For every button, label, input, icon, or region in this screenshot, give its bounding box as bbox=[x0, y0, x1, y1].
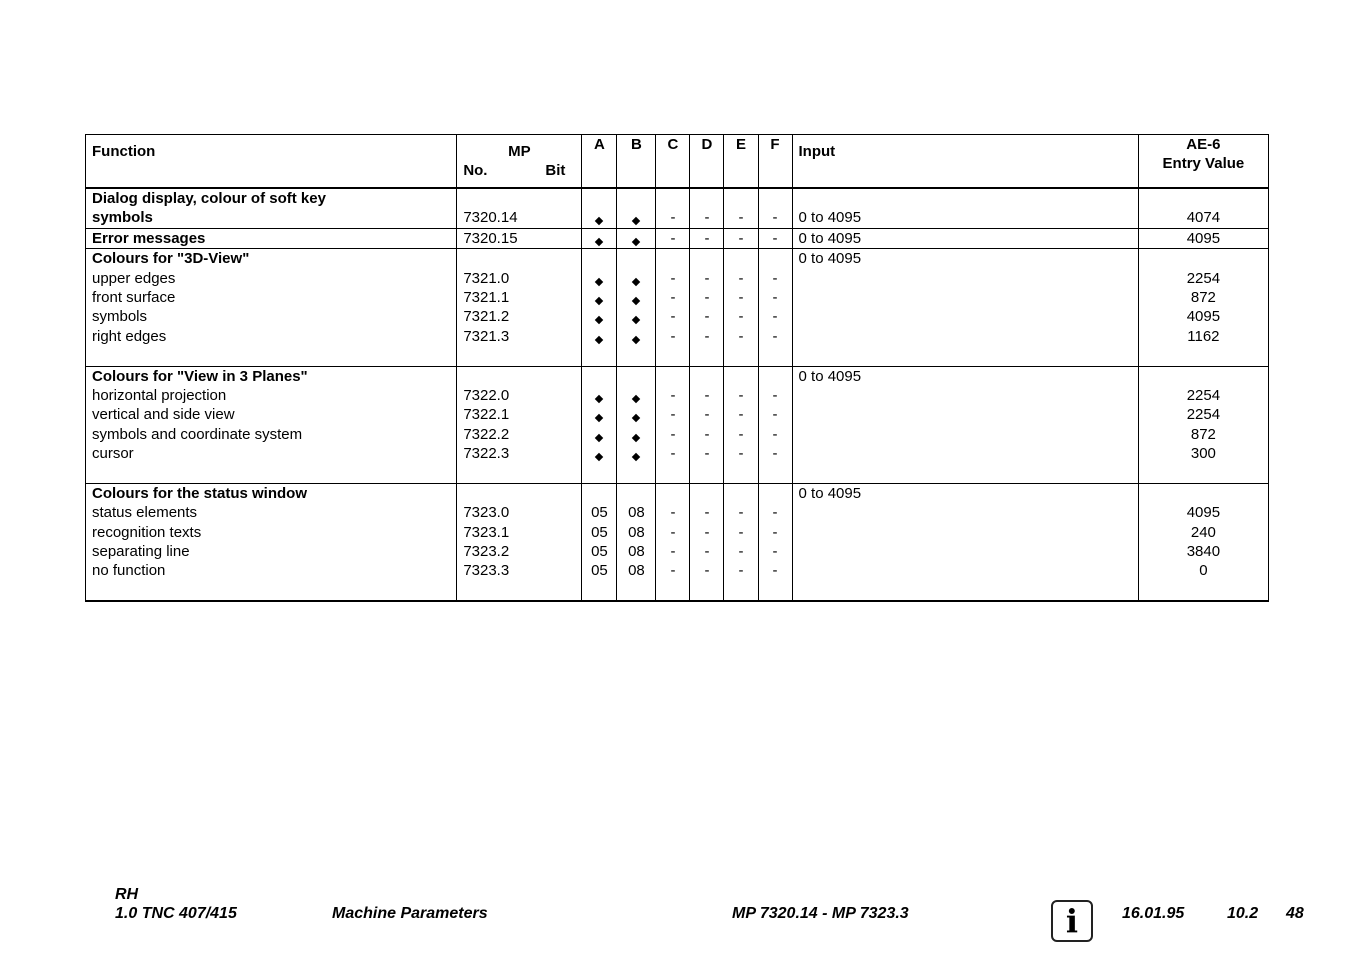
f-cell: - - - - bbox=[758, 249, 792, 366]
diamond-icon bbox=[632, 414, 640, 422]
diamond-icon bbox=[595, 395, 603, 403]
value-cell: 2254 2254 872 300 bbox=[1138, 366, 1268, 483]
header-b: B bbox=[617, 135, 656, 189]
function-cell: Colours for "3D-View" upper edges front surface symbols right edges bbox=[86, 249, 457, 366]
header-entry-value: Entry Value bbox=[1162, 155, 1245, 173]
diamond-icon bbox=[595, 297, 603, 305]
d-cell: - - - - bbox=[690, 483, 724, 601]
b-cell bbox=[617, 366, 656, 483]
header-mp-label: MP bbox=[508, 143, 531, 160]
footer-section: Machine Parameters bbox=[332, 905, 488, 922]
input-cell: 0 to 4095 bbox=[792, 249, 1138, 366]
value-cell: 4074 bbox=[1138, 188, 1268, 228]
group-title: Colours for "3D-View" bbox=[92, 250, 250, 268]
a-cell bbox=[582, 188, 617, 228]
table-row bbox=[86, 249, 1269, 366]
e-cell: - bbox=[724, 228, 758, 248]
info-glyph: i bbox=[1065, 902, 1079, 940]
function-cell bbox=[86, 228, 457, 248]
table-row bbox=[86, 483, 1269, 601]
header-no-bit bbox=[463, 161, 575, 180]
header-a: A bbox=[582, 135, 617, 189]
diamond-icon bbox=[632, 453, 640, 461]
row-title: Error messages bbox=[92, 229, 206, 247]
a-cell bbox=[582, 249, 617, 366]
e-cell: - - - - bbox=[724, 366, 758, 483]
group-title: Colours for the status window bbox=[92, 484, 308, 502]
header-function: Function bbox=[86, 135, 457, 189]
input-cell: 0 to 4095 bbox=[792, 483, 1138, 601]
c-cell: - - - - bbox=[656, 483, 690, 601]
diamond-icon bbox=[632, 395, 640, 403]
diamond-icon bbox=[595, 217, 603, 225]
input-cell: 0 to 4095 bbox=[792, 228, 1138, 248]
table-row bbox=[86, 188, 1269, 228]
d-cell: - - - - bbox=[690, 366, 724, 483]
diamond-icon bbox=[632, 238, 640, 246]
d-cell: - bbox=[690, 188, 724, 228]
e-cell: - - - - bbox=[724, 483, 758, 601]
diamond-icon bbox=[595, 277, 603, 285]
mp-cell: 7323.0 7323.1 7323.2 7323.3 bbox=[457, 483, 582, 601]
table-header-row bbox=[86, 135, 1269, 189]
header-input: Input bbox=[792, 135, 1138, 189]
table-row bbox=[86, 228, 1269, 248]
input-cell: 0 to 4095 bbox=[792, 188, 1138, 228]
footer-date: 16.01.95 bbox=[1122, 905, 1185, 922]
header-ae6-label: AE-6 bbox=[1186, 136, 1221, 153]
info-icon bbox=[1051, 900, 1093, 942]
a-cell bbox=[582, 228, 617, 248]
function-cell bbox=[86, 188, 457, 228]
d-cell: - - - - bbox=[690, 249, 724, 366]
header-bit: Bit bbox=[545, 162, 566, 180]
diamond-icon bbox=[595, 433, 603, 441]
function-cell: Colours for "View in 3 Planes" horizontal projection vertical and side view symbols and coordinate system cursor bbox=[86, 366, 457, 483]
diamond-icon bbox=[595, 453, 603, 461]
d-cell: - bbox=[690, 228, 724, 248]
c-cell: - - - - bbox=[656, 249, 690, 366]
diamond-icon bbox=[632, 316, 640, 324]
diamond-icon bbox=[595, 316, 603, 324]
row-title: Dialog display, colour of soft key bbox=[92, 190, 326, 207]
header-ae6 bbox=[1138, 135, 1268, 189]
value-cell: 2254 872 4095 1162 bbox=[1138, 249, 1268, 366]
header-f: F bbox=[758, 135, 792, 189]
b-cell bbox=[617, 249, 656, 366]
footer-page-number: 48 bbox=[1286, 905, 1304, 922]
footer-version: 1.0 TNC 407/415 bbox=[115, 905, 237, 922]
diamond-icon bbox=[632, 433, 640, 441]
a-cell: 05 05 05 05 bbox=[582, 483, 617, 601]
diamond-icon bbox=[595, 238, 603, 246]
header-mp bbox=[457, 135, 582, 189]
footer-range: MP 7320.14 - MP 7323.3 bbox=[732, 905, 909, 922]
header-c: C bbox=[656, 135, 690, 189]
b-cell bbox=[617, 228, 656, 248]
a-cell bbox=[582, 366, 617, 483]
diamond-icon bbox=[632, 277, 640, 285]
e-cell: - - - - bbox=[724, 249, 758, 366]
c-cell: - bbox=[656, 228, 690, 248]
machine-parameter-table bbox=[85, 134, 1269, 602]
header-d: D bbox=[690, 135, 724, 189]
f-cell: - bbox=[758, 228, 792, 248]
header-no: No. bbox=[463, 162, 488, 180]
mp-cell: 7320.14 bbox=[457, 188, 582, 228]
mp-cell: 7320.15 bbox=[457, 228, 582, 248]
mp-cell: 7321.0 7321.1 7321.2 7321.3 bbox=[457, 249, 582, 366]
diamond-icon bbox=[595, 414, 603, 422]
footer-author: RH bbox=[115, 886, 139, 903]
row-title: symbols bbox=[92, 209, 153, 227]
f-cell: - - - - bbox=[758, 483, 792, 601]
c-cell: - - - - bbox=[656, 366, 690, 483]
b-cell: 08 08 08 08 bbox=[617, 483, 656, 601]
f-cell: - bbox=[758, 188, 792, 228]
c-cell: - bbox=[656, 188, 690, 228]
footer-chapter: 10.2 bbox=[1227, 905, 1259, 922]
value-cell: 4095 240 3840 0 bbox=[1138, 483, 1268, 601]
diamond-icon bbox=[595, 335, 603, 343]
header-e: E bbox=[724, 135, 758, 189]
e-cell: - bbox=[724, 188, 758, 228]
diamond-icon bbox=[632, 297, 640, 305]
diamond-icon bbox=[632, 335, 640, 343]
input-cell: 0 to 4095 bbox=[792, 366, 1138, 483]
group-title: Colours for "View in 3 Planes" bbox=[92, 367, 308, 385]
value-cell: 4095 bbox=[1138, 228, 1268, 248]
diamond-icon bbox=[632, 217, 640, 225]
b-cell bbox=[617, 188, 656, 228]
mp-cell: 7322.0 7322.1 7322.2 7322.3 bbox=[457, 366, 582, 483]
function-cell: Colours for the status window status elements recognition texts separating line no function bbox=[86, 483, 457, 601]
table-row bbox=[86, 366, 1269, 483]
f-cell: - - - - bbox=[758, 366, 792, 483]
